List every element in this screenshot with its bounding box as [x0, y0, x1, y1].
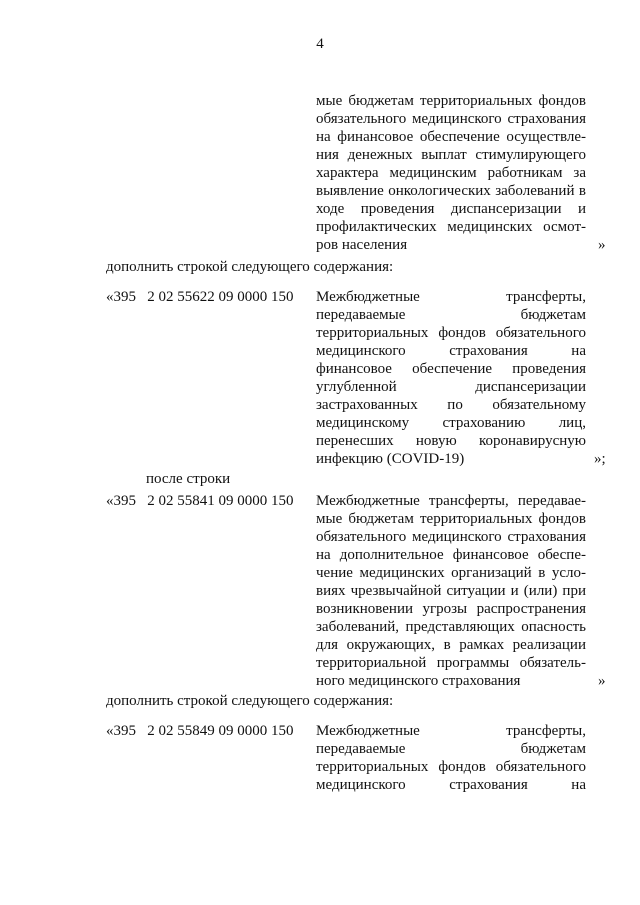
text-line: чение медицинских организаций в усло-	[316, 565, 586, 581]
budget-code: «395 2 02 55849 09 0000 150	[106, 723, 294, 739]
closing-quote: »	[598, 673, 606, 689]
instruction-text: дополнить строкой следующего содержания:	[106, 259, 394, 275]
budget-code: «395 2 02 55622 09 0000 150	[106, 289, 294, 305]
text-line: территориальных фондов обязательного	[316, 325, 586, 341]
text-line: заболеваний, представляющих опасность	[316, 619, 586, 635]
text-line: Межбюджетные трансферты,	[316, 289, 586, 305]
entry2-description	[316, 492, 586, 690]
entry3-description	[316, 722, 586, 794]
text-line: территориальных фондов обязательного	[316, 759, 586, 775]
text-line: профилактических медицинских осмот-	[316, 219, 586, 235]
text-line: ного медицинского страхования	[316, 673, 521, 689]
text-line: передаваемые бюджетам	[316, 307, 586, 323]
text-line: Межбюджетные трансферты,	[316, 723, 586, 739]
text-line: медицинского страхования на	[316, 343, 586, 359]
text-line: обязательного медицинского страхования	[316, 529, 586, 545]
text-line: перенесших новую коронавирусную	[316, 433, 586, 449]
entry1-description	[316, 288, 586, 468]
text-line: медицинскому страхованию лиц,	[316, 415, 586, 431]
text-line: застрахованных по обязательному	[316, 397, 586, 413]
text-line: медицинского страхования на	[316, 777, 586, 793]
text-line: ров населения	[316, 237, 408, 253]
page-number: 4	[316, 36, 324, 52]
closing-quote: »;	[594, 451, 606, 467]
text-line: выявление онкологических заболеваний в	[316, 183, 586, 199]
text-line: углубленной диспансеризации	[316, 379, 586, 395]
text-line: ния денежных выплат стимулирующего	[316, 147, 586, 163]
text-line: возникновении угрозы распространения	[316, 601, 586, 617]
after-line-text: после строки	[146, 471, 231, 487]
text-line: Межбюджетные трансферты, передавае-	[316, 493, 586, 509]
text-line: финансовое обеспечение проведения	[316, 361, 586, 377]
block1-description	[316, 92, 586, 254]
text-line: инфекцию (COVID-19)	[316, 451, 465, 467]
budget-code: «395 2 02 55841 09 0000 150	[106, 493, 294, 509]
text-line: ходе проведения диспансеризации и	[316, 201, 586, 217]
text-line: на дополнительное финансовое обеспе-	[316, 547, 586, 563]
text-line: передаваемые бюджетам	[316, 741, 586, 757]
closing-quote: »	[598, 237, 606, 253]
text-line: на финансовое обеспечение осуществле-	[316, 129, 586, 145]
text-line: мые бюджетам территориальных фондов	[316, 511, 586, 527]
text-line: характера медицинским работникам за	[316, 165, 586, 181]
instruction-text: дополнить строкой следующего содержания:	[106, 693, 394, 709]
text-line: для окружающих, в рамках реализации	[316, 637, 586, 653]
text-line: виях чрезвычайной ситуации и (или) при	[316, 583, 586, 599]
text-line: обязательного медицинского страхования	[316, 111, 586, 127]
text-line: мые бюджетам территориальных фондов	[316, 93, 586, 109]
text-line: территориальной программы обязатель-	[316, 655, 586, 671]
